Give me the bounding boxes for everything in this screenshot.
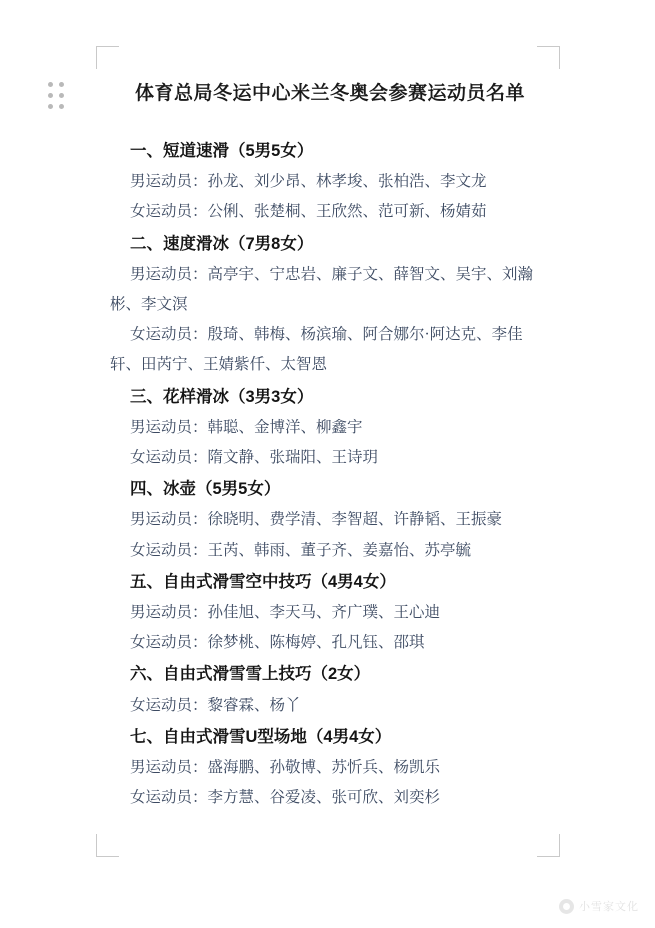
watermark-logo-icon (559, 899, 574, 914)
female-athletes-row (110, 783, 550, 813)
female-names: 黎睿霖、杨丫 (207, 696, 301, 714)
male-names: 韩聪、金博洋、柳鑫宇 (207, 418, 363, 436)
male-label: 男运动员： (130, 173, 208, 191)
male-names: 高亭宇、宁忠岩、廉子文、薛智文、吴宇、刘瀚彬、李文溟 (110, 265, 534, 313)
document-body (110, 135, 550, 813)
crop-mark-top-right (537, 46, 560, 69)
male-athletes-row (110, 753, 550, 783)
female-label: 女运动员： (130, 326, 208, 344)
male-names: 盛海鹏、孙敬博、苏忻兵、杨凯乐 (207, 759, 441, 777)
section-6 (110, 658, 550, 720)
section-heading: 六、自由式滑雪雪上技巧（2女） (130, 665, 371, 684)
female-athletes-row (110, 536, 550, 566)
female-athletes-row (110, 628, 550, 658)
male-label: 男运动员： (130, 759, 208, 777)
male-athletes-row (110, 167, 550, 197)
male-names: 徐晓明、费学清、李智超、许静韬、王振豪 (207, 511, 503, 529)
male-label: 男运动员： (130, 511, 208, 529)
female-label: 女运动员： (130, 696, 208, 714)
section-1 (110, 135, 550, 228)
female-label: 女运动员： (130, 541, 208, 559)
section-heading: 三、花样滑冰（3男3女） (130, 387, 314, 406)
section-4 (110, 473, 550, 566)
crop-mark-top-left (96, 46, 119, 69)
section-2 (110, 228, 550, 381)
male-athletes-row (110, 260, 550, 320)
female-names: 殷琦、韩梅、杨滨瑜、阿合娜尔·阿达克、李佳轩、田芮宁、王婧紫仟、太智恩 (110, 326, 523, 374)
section-heading: 二、速度滑冰（7男8女） (130, 234, 314, 253)
male-names: 孙龙、刘少昂、林孝埈、张柏浩、李文龙 (207, 173, 487, 191)
male-label: 男运动员： (130, 418, 208, 436)
female-names: 隋文静、张瑞阳、王诗玥 (207, 449, 379, 467)
female-names: 李方慧、谷爱凌、张可欣、刘奕杉 (207, 789, 441, 807)
watermark (559, 898, 639, 914)
female-names: 王芮、韩雨、董子齐、姜嘉怡、苏亭毓 (207, 541, 472, 559)
female-names: 公俐、张楚桐、王欣然、范可新、杨婧茹 (207, 203, 487, 221)
male-athletes-row (110, 505, 550, 535)
female-athletes-row (110, 691, 550, 721)
section-7 (110, 721, 550, 814)
section-heading: 七、自由式滑雪U型场地（4男4女） (130, 727, 392, 746)
male-names: 孙佳旭、李天马、齐广璞、王心迪 (207, 604, 441, 622)
female-names: 徐梦桃、陈梅婷、孔凡钰、邵琪 (207, 634, 425, 652)
section-heading: 四、冰壶（5男5女） (130, 480, 281, 499)
section-heading: 五、自由式滑雪空中技巧（4男4女） (130, 572, 396, 591)
female-athletes-row (110, 443, 550, 473)
section-heading: 一、短道速滑（5男5女） (130, 142, 314, 160)
male-athletes-row (110, 598, 550, 628)
section-5 (110, 566, 550, 659)
watermark-text: 小雪家文化 (579, 901, 639, 913)
female-athletes-row (110, 197, 550, 227)
female-athletes-row (110, 320, 550, 380)
male-athletes-row (110, 413, 550, 443)
female-label: 女运动员： (130, 634, 208, 652)
drag-handle-dots-icon[interactable] (48, 82, 68, 114)
female-label: 女运动员： (130, 203, 208, 221)
section-3 (110, 381, 550, 474)
male-label: 男运动员： (130, 604, 208, 622)
page-title: 体育总局冬运中心米兰冬奥会参赛运动员名单 (134, 83, 525, 104)
crop-mark-bottom-left (96, 834, 119, 857)
crop-mark-bottom-right (537, 834, 560, 857)
female-label: 女运动员： (130, 789, 208, 807)
female-label: 女运动员： (130, 449, 208, 467)
male-label: 男运动员： (130, 265, 208, 283)
